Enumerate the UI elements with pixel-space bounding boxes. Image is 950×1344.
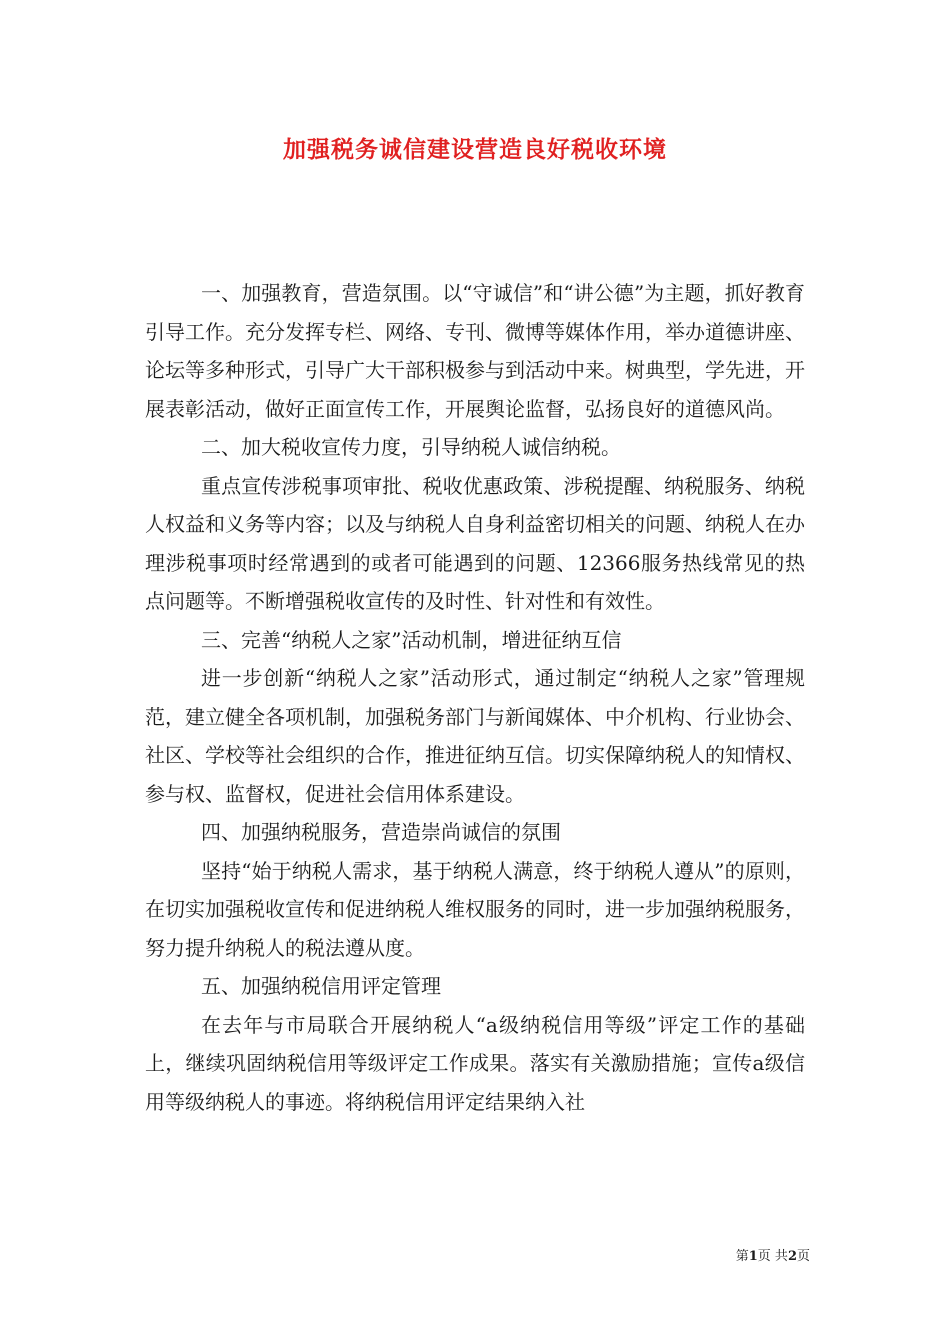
- current-page-number: 1: [748, 1249, 758, 1264]
- paragraph-2: 重点宣传涉税事项审批、税收优惠政策、涉税提醒、纳税服务、纳税人权益和义务等内容；以及与纳税人自身利益密切相关的问题、纳税人在办理涉税事项时经常遇到的或者可能遇到的问题、12366服务热线常见的热点问题等。不断增强税收宣传的及时性、针对性和有效性。: [145, 473, 805, 613]
- paragraph-1: 一、加强教育，营造氛围。以“守诚信”和“讲公德”为主题，抓好教育引导工作。充分发挥专栏、网络、专刊、微博等媒体作用，举办道德讲座、论坛等多种形式，引导广大干部积极参与到活动中来。树典型，学先进，开展表彰活动，做好正面宣传工作，开展舆论监督，弘扬良好的道德风尚。: [145, 281, 805, 421]
- paragraph-3: 进一步创新“纳税人之家”活动形式，通过制定“纳税人之家”管理规范，建立健全各项机制，加强税务部门与新闻媒体、中介机构、行业协会、社区、学校等社会组织的合作，推进征纳互信。切实保障纳税人的知情权、参与权、监督权，促进社会信用体系建设。: [145, 666, 805, 806]
- section-heading-4: 四、加强纳税服务，营造崇尚诚信的氛围: [201, 820, 561, 844]
- section-heading-5: 五、加强纳税信用评定管理: [201, 974, 441, 998]
- footer-prefix: 第: [735, 1249, 749, 1264]
- footer-suffix: 页: [796, 1249, 810, 1264]
- total-pages-number: 2: [787, 1249, 797, 1264]
- footer-middle: 页 共: [757, 1249, 788, 1264]
- document-title: 加强税务诚信建设营造良好税收环境: [283, 136, 667, 163]
- paragraph-4: 坚持“始于纳税人需求，基于纳税人满意，终于纳税人遵从”的原则，在切实加强税收宣传和促进纳税人维权服务的同时，进一步加强纳税服务，努力提升纳税人的税法遵从度。: [145, 858, 805, 960]
- document-body: [145, 274, 805, 1121]
- page-number-footer: [700, 1248, 810, 1266]
- section-heading-2: 二、加大税收宣传力度，引导纳税人诚信纳税。: [201, 435, 621, 459]
- section-heading-3: 三、完善“纳税人之家”活动机制，增进征纳互信: [201, 627, 622, 652]
- paragraph-5: 在去年与市局联合开展纳税人“a级纳税信用等级”评定工作的基础上，继续巩固纳税信用等级评定工作成果。落实有关激励措施；宣传a级信用等级纳税人的事迹。将纳税信用评定结果纳入社: [145, 1012, 805, 1114]
